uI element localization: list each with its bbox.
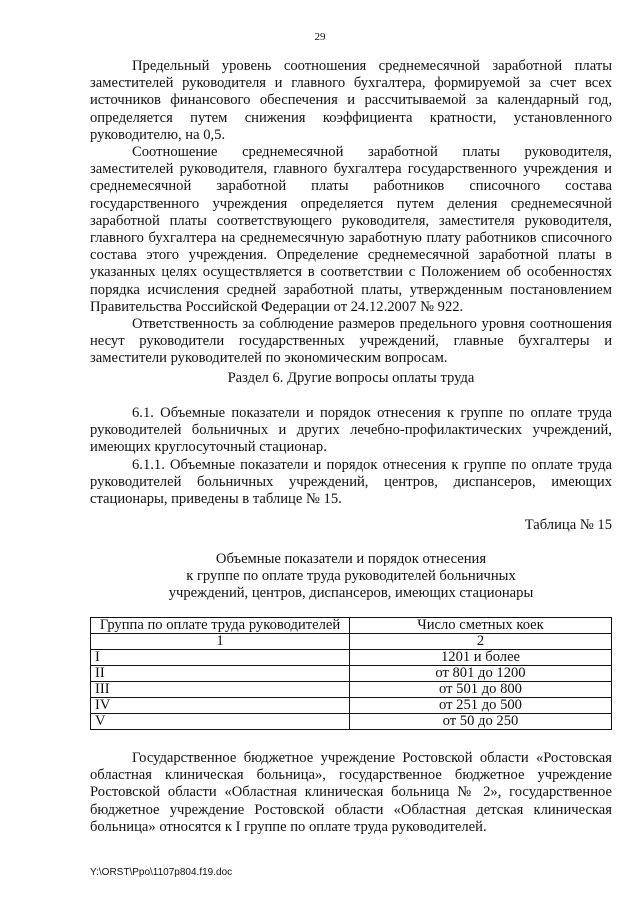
page-number: 29 bbox=[314, 31, 326, 43]
table-row bbox=[91, 698, 612, 714]
table-cell: от 50 до 250 bbox=[350, 714, 612, 730]
table-label: Таблица № 15 bbox=[524, 517, 612, 533]
paragraph-group-assignment: Государственное бюджетное учреждение Ростовской области «Ростовская областная клиническая больница», государственное бюджетное учреждение Ростовской области «Областная клиническая больница № 2», государственное бюджетное учреждение Ростовской области «Областная детская клиническая больница» относятся к I группе по оплате труда руководителей. bbox=[90, 750, 612, 835]
table-row bbox=[91, 714, 612, 730]
paragraph-wage-ratio: Соотношение среднемесячной заработной платы руководителя, заместителей руководителя, главного бухгалтера государственного учреждения и среднемесячной заработной платы работников списочного состава государственного учреждения определяется путем деления среднемесячной заработной платы соответствующего руководителя, заместителя руководителя, главного бухгалтера на среднемесячную заработную плату работников списочного состава этого учреждения. Определение среднемесячной заработной платы в указанных целях осуществляется в соответствии с Положением об особенностях порядка исчисления средней заработной платы, утвержденным постановлением Правительства Российской Федерации от 24.12.2007 № 922. bbox=[90, 144, 612, 315]
section-heading: Раздел 6. Другие вопросы оплаты труда bbox=[227, 370, 475, 386]
table-cell: V bbox=[91, 714, 350, 730]
table-cell: 2 bbox=[350, 634, 612, 650]
table-title-line: учреждений, центров, диспансеров, имеющих стационары bbox=[168, 585, 534, 602]
table-row bbox=[91, 682, 612, 698]
table-cell: I bbox=[91, 650, 350, 666]
table-cell: 1 bbox=[91, 634, 350, 650]
body-text-bottom bbox=[90, 750, 612, 836]
table-index-row bbox=[91, 634, 612, 650]
table-header-row bbox=[91, 618, 612, 634]
table-header-cell: Группа по оплате труда руководителей bbox=[91, 618, 350, 634]
table-header-cell: Число сметных коек bbox=[350, 618, 612, 634]
footer-file-path: Y:\ORST\Ppo\1107p804.f19.doc bbox=[90, 867, 233, 878]
table-title bbox=[90, 551, 612, 603]
table-row bbox=[91, 666, 612, 682]
table-cell: от 251 до 500 bbox=[350, 698, 612, 714]
table-title-line: Объемные показатели и порядок отнесения bbox=[215, 551, 487, 567]
table-cell: от 501 до 800 bbox=[350, 682, 612, 698]
table-cell: от 801 до 1200 bbox=[350, 666, 612, 682]
table-row bbox=[91, 650, 612, 666]
table-cell: 1201 и более bbox=[350, 650, 612, 666]
paragraph-responsibility: Ответственность за соблюдение размеров предельного уровня соотношения несут руководители государственных учреждений, главные бухгалтеры и заместители руководителей по экономическим вопросам. bbox=[90, 316, 612, 367]
table-cell: IV bbox=[91, 698, 350, 714]
paragraph-6-1-1: 6.1.1. Объемные показатели и порядок отнесения к группе по оплате труда руководителей больничных учреждений, центров, диспансеров, имеющих стационары, приведены в таблице № 15. bbox=[90, 456, 612, 508]
table-cell: III bbox=[91, 682, 350, 698]
table-title-line: к группе по оплате труда руководителей больничных bbox=[186, 568, 516, 585]
paragraph-wage-limit: Предельный уровень соотношения среднемесячной заработной платы заместителей руководителя и главного бухгалтера, формируемой за счет всех источников финансового обеспечения и рассчитываемой за календарный год, определяется путем снижения коэффициента кратности, установленного руководителю, на 0,5. bbox=[90, 58, 612, 143]
body-text-mid bbox=[90, 405, 612, 508]
body-text-top bbox=[90, 58, 612, 368]
table-cell: II bbox=[91, 666, 350, 682]
paragraph-6-1: 6.1. Объемные показатели и порядок отнесения к группе по оплате труда руководителей больничных и других лечебно-профилактических учреждений, имеющих круглосуточный стационар. bbox=[90, 405, 612, 456]
table-15 bbox=[90, 617, 612, 730]
